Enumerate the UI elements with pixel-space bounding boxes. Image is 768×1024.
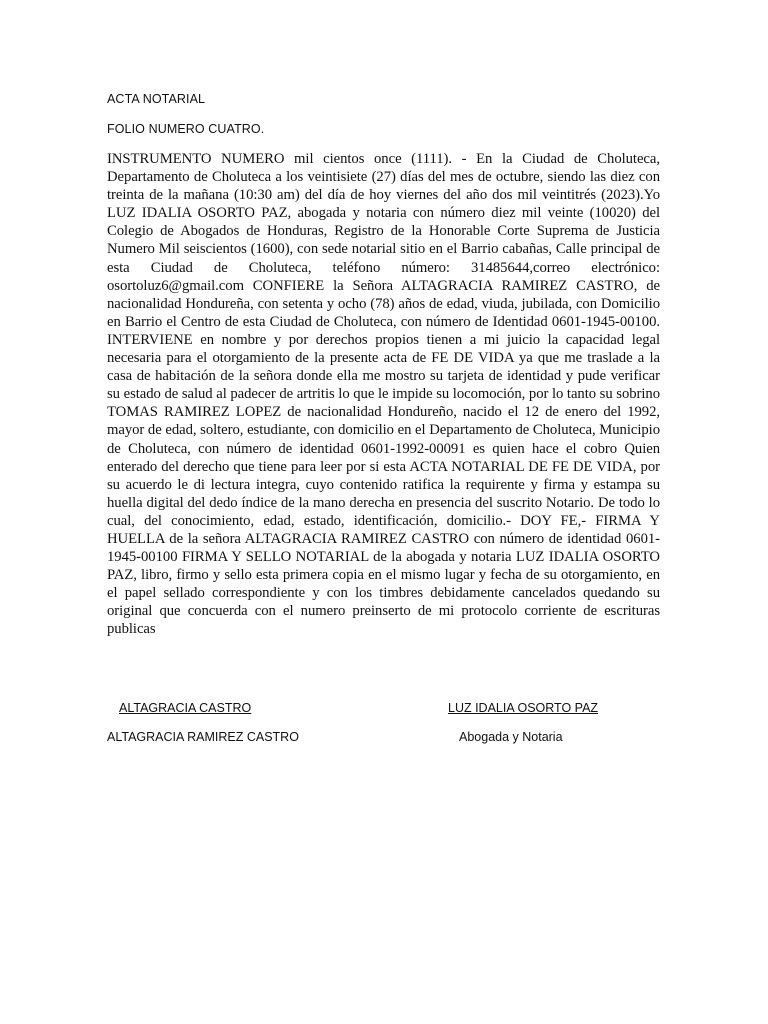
- right-signatory-role: Abogada y Notaria: [459, 730, 563, 744]
- document-title: ACTA NOTARIAL: [107, 92, 206, 106]
- notarial-body-text: INSTRUMENTO NUMERO mil cientos once (1111). - En la Ciudad de Choluteca, Departamento de Choluteca a los veintisiete (27) días del mes de octubre, siendo las diez con treinta de la mañana (10:30 am) del día de hoy viernes del año dos mil veintitrés (2023).Yo LUZ IDALIA OSORTO PAZ, abogada y notaria con número diez mil veinte (10020) del Colegio de Abogados de Honduras, Registro de la Honorable Corte Suprema de Justicia Numero Mil seiscientos (1600), con sede notarial sitio en el Barrio cabañas, Calle principal de esta Ciudad de Choluteca, teléfono número: 31485644,correo electrónico: osortoluz6@gmail.com CONFIERE la Señora ALTAGRACIA RAMIREZ CASTRO, de nacionalidad Hondureña, con setenta y ocho (78) años de edad, viuda, jubilada, con Domicilio en Barrio el Centro de esta Ciudad de Choluteca, con número de Identidad 0601-1945-00100. INTERVIENE en nombre y por derechos propios tienen a mi juicio la capacidad legal necesaria para el otorgamiento de la presente acta de FE DE VIDA ya que me traslade a la casa de habitación de la señora donde ella me mostro su tarjeta de identidad y pude verificar su estado de salud al padecer de artritis lo que le impide su locomoción, por lo tanto su sobrino TOMAS RAMIREZ LOPEZ de nacionalidad Hondureño, nacido el 12 de enero del 1992, mayor de edad, soltero, estudiante, con domicilio en el Departamento de Choluteca, Municipio de Choluteca, con número de identidad 0601-1992-00091 es quien hace el cobro Quien enterado del derecho que tiene para leer por si esta ACTA NOTARIAL DE FE DE VIDA, por su acuerdo le di lectura integra, cuyo contenido ratifica la requirente y firma y estampa su huella digital del dedo índice de la mano derecha en presencia del suscrito Notario. De todo lo cual, del conocimiento, edad, estado, identificación, domicilio.- DOY FE,- FIRMA Y HUELLA de la señora ALTAGRACIA RAMIREZ CASTRO con número de identidad 0601-1945-00100 FIRMA Y SELLO NOTARIAL de la abogada y notaria LUZ IDALIA OSORTO PAZ, libro, firmo y sello esta primera copia en el mismo lugar y fecha de su otorgamiento, en el papel sellado correspondiente y con los timbres debidamente cancelados quedando su original que concuerda con el numero preinserto de mi protocolo corriente de escrituras publicas: [107, 151, 660, 638]
- left-signature-name: ALTAGRACIA CASTRO: [119, 701, 252, 715]
- right-signature-name: LUZ IDALIA OSORTO PAZ: [448, 701, 599, 715]
- left-signatory-full-name: ALTAGRACIA RAMIREZ CASTRO: [107, 730, 299, 744]
- folio-line: FOLIO NUMERO CUATRO.: [107, 122, 265, 136]
